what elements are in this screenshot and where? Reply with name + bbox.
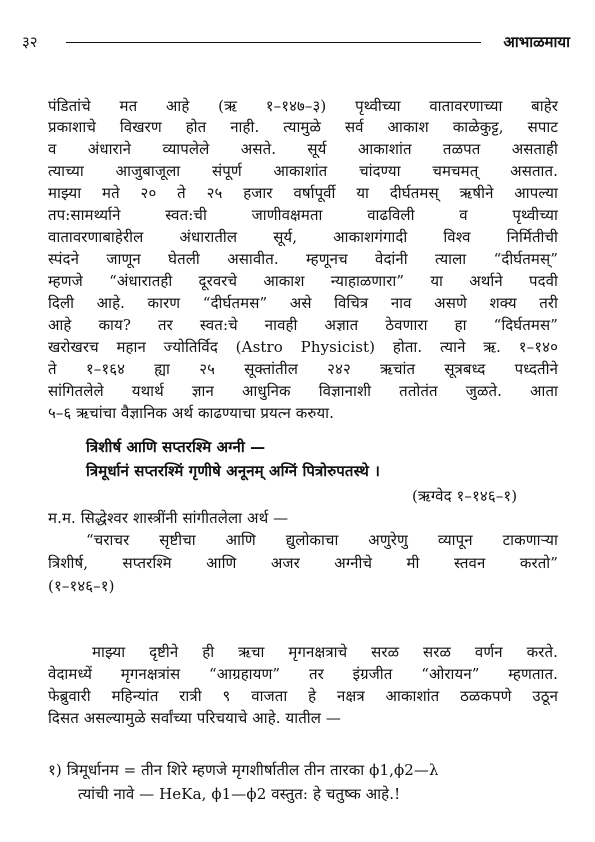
list-item-continuation: त्यांची नावे — HeKa, ϕ1—ϕ2 वस्तुत: हे चतुष्क आहे.! (78, 785, 401, 803)
text-line: ५–६ ऋचांचा वैज्ञानिक अर्थ काढण्याचा प्रयत्न करुया. (48, 404, 335, 422)
text-line: पंडितांचे मत आहे (ऋ १–१४७–३) पृथ्वीच्या वातावरणाच्या बाहेर (48, 97, 558, 115)
text-line: आहे काय? तर स्वत:चे नावही अज्ञात ठेवणारा हा “दिर्घतमस” (48, 316, 558, 334)
header-rule (66, 42, 482, 43)
verse-sanskrit: त्रिमूर्धानं सप्तरश्मिं गृणीषे अनूनम् अग्निं पित्रोरुपतस्थे । (86, 462, 381, 480)
page-number: ३२ (22, 33, 38, 51)
translation-intro: म.म. सिद्धेश्वर शास्त्रींनी सांगीतलेला अर्थ — (48, 509, 289, 527)
translation-line: त्रिशीर्ष, सप्तरश्मि आणि अजर अग्नीचे मी स्तवन करतो” (48, 554, 558, 572)
verse-heading: त्रिशीर्ष आणि सप्तरश्मि अग्नी — (86, 438, 266, 456)
text-line: म्हणजे “अंधारातही दूरवरचे आकाश न्याहाळणारा” या अर्थाने पदवी (48, 272, 558, 290)
text-line: ते १–१६४ ह्या २५ सूक्तांतील २४२ ऋचांत सूत्रबध्द पध्दतीने (48, 360, 558, 378)
list-item: १) त्रिमूर्धानम = तीन शिरे म्हणजे मृगशीर्षातील तीन तारका ϕ1,ϕ2—λ (48, 761, 439, 779)
text-line: सांगितलेले यथार्थ ज्ञान आधुनिक विज्ञानाशी ततोतंत जुळते. आता (48, 382, 558, 400)
text-line: माझ्या मते २० ते २५ हजार वर्षापूर्वी या दीर्घतमस् ऋषीने आपल्या (48, 184, 558, 202)
verse-reference: (ऋग्वेद १–१४६–१) (412, 487, 518, 505)
text-line: वेदामध्यें मृगनक्षत्रांस “आग्रहायण” तर इंग्रजीत “ओरायन” म्हणतात. (48, 665, 558, 683)
text-line: दिली आहे. कारण “दीर्घतमस” असे विचित्र नाव असणे शक्य तरी (48, 294, 558, 312)
text-line: व अंधाराने व्यापलेले असते. सूर्य आकाशांत तळपत असताही (48, 140, 558, 158)
translation-line: “चराचर सृष्टीचा आणि द्युलोकाचा अणुरेणु व्यापून टाकणाऱ्या (86, 531, 558, 549)
translation-reference: (१–१४६–१) (48, 577, 115, 595)
running-title: आभाळमाया (503, 33, 570, 51)
text-line: माझ्या दृष्टीने ही ऋचा मृगनक्षत्राचे सरळ सरळ वर्णन करते. (92, 643, 558, 661)
page-header (22, 30, 570, 54)
text-line: स्पंदने जाणून घेतली असावीत. म्हणूनच वेदांनी त्याला “दीर्घतमस्” (48, 250, 558, 268)
text-line: खरोखरच महान ज्योतिर्विद (Astro Physicist) होता. त्याने ऋ. १–१४० (48, 338, 558, 356)
text-line: फेब्रुवारी महिन्यांत रात्री ९ वाजता हे नक्षत्र आकाशांत ठळकपणे उठून (48, 687, 558, 705)
text-line: दिसत असल्यामुळे सर्वांच्या परिचयाचे आहे. यातील — (48, 709, 341, 727)
text-line: प्रकाशाचे विखरण होत नाही. त्यामुळे सर्व आकाश काळेकुट्ट, सपाट (48, 118, 558, 136)
text-line: तप:सामर्थ्याने स्वत:ची जाणीवक्षमता वाढविली व पृथ्वीच्या (48, 206, 558, 224)
text-line: त्याच्या आजुबाजूला संपूर्ण आकाशांत चांदण्या चमचमत् असतात. (48, 162, 558, 180)
text-line: वातावरणाबाहेरील अंधारातील सूर्य, आकाशगंगादी विश्व निर्मितीची (48, 228, 558, 246)
